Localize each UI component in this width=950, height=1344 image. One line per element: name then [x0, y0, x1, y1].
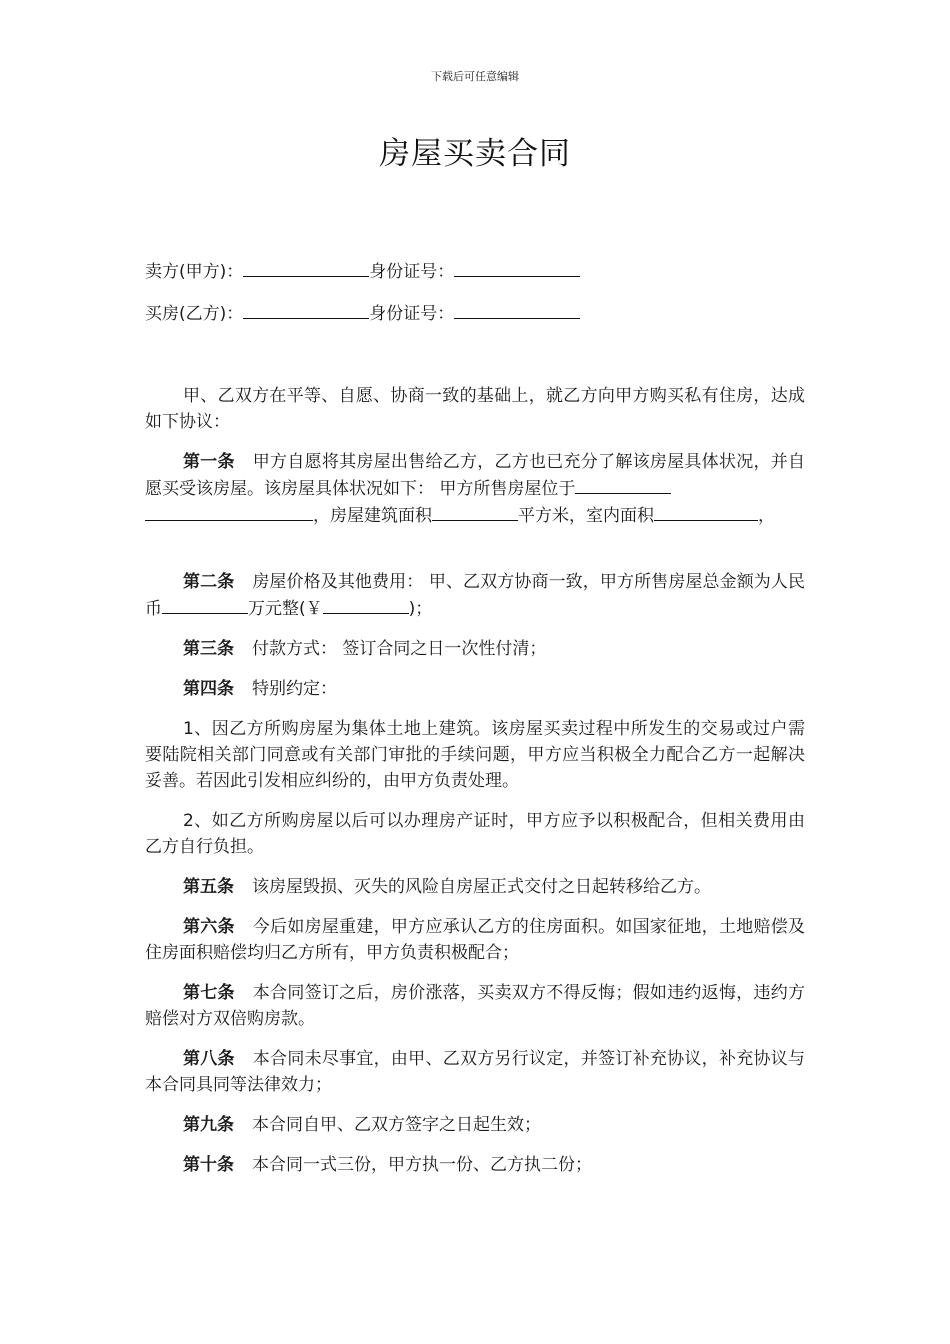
- article-4: [145, 676, 805, 702]
- article-5: [145, 874, 805, 900]
- article-1: [145, 449, 805, 529]
- article-2: [145, 569, 805, 622]
- article-4-clause-2: 2、如乙方所购房屋以后可以办理房产证时，甲方应予以积极配合，但相关费用由乙方自行负担。: [145, 811, 805, 857]
- seller-label: 卖方(甲方)：: [145, 262, 244, 282]
- article-10-label: 第十条: [183, 1155, 234, 1175]
- seller-row: [145, 258, 805, 284]
- article-10: [145, 1152, 805, 1178]
- article-2-label: 第二条: [183, 572, 235, 592]
- article-5-text: 该房屋毁损、灭失的风险自房屋正式交付之日起转移给乙方。: [252, 877, 711, 897]
- location-blank-2: [145, 502, 313, 521]
- article-4-clause-1: 1、因乙方所购房屋为集体土地上建筑。该房屋买卖过程中所发生的交易或过户需要陆院相关部门同意或有关部门审批的手续问题，甲方应当积极全力配合乙方一起解决妥善。若因此引发相应纠纷的，由甲方负责处理。: [145, 719, 805, 791]
- article-1-text-a: 甲方自愿将其房屋出售给乙方，乙方也已充分了解该房屋具体状况，并自愿买受该房屋。该房屋具体状况如下： 甲方所售房屋位于: [145, 452, 806, 499]
- article-8-label: 第八条: [183, 1049, 235, 1069]
- article-8-text: 本合同未尽事宜，由甲、乙双方另行议定，并签订补充协议，补充协议与本合同具同等法律效力；: [145, 1049, 806, 1095]
- article-4-text: 特别约定：: [252, 679, 337, 699]
- article-3-label: 第三条: [183, 639, 234, 659]
- article-6-text: 今后如房屋重建，甲方应承认乙方的住房面积。如国家征地，土地赔偿及住房面积赔偿均归乙方所有，甲方负责积极配合；: [145, 917, 806, 963]
- article-9-text: 本合同自甲、乙双方签字之日起生效；: [252, 1115, 541, 1135]
- article-1-label: 第一条: [183, 452, 235, 472]
- price-blank: [162, 595, 248, 614]
- seller-id-blank: [454, 258, 580, 277]
- article-6: [145, 914, 805, 966]
- article-6-label: 第六条: [183, 917, 235, 937]
- buyer-label: 买房(乙方)：: [145, 304, 244, 324]
- article-2-text-b: 万元整(￥: [248, 599, 323, 619]
- article-2-text-c: )；: [408, 599, 433, 619]
- article-9-label: 第九条: [183, 1115, 234, 1135]
- seller-id-label: 身份证号：: [369, 262, 455, 282]
- buyer-id-label: 身份证号：: [369, 304, 455, 324]
- seller-name-blank: [243, 258, 369, 277]
- article-8: [145, 1046, 805, 1098]
- article-1-text-c: 平方米，室内面积: [518, 506, 654, 526]
- article-2-text-a: 房屋价格及其他费用： 甲、乙双方协商一致，甲方所售房屋总金额为人民币: [145, 572, 806, 619]
- buyer-row: [145, 300, 805, 326]
- article-3-text: 付款方式： 签订合同之日一次性付清；: [252, 639, 547, 659]
- article-4-label: 第四条: [183, 679, 234, 699]
- document-title: 房屋买卖合同: [379, 136, 571, 172]
- price-figure-blank: [323, 595, 409, 614]
- article-1-text-b: ，房屋建筑面积: [313, 506, 432, 526]
- article-10-text: 本合同一式三份，甲方执一份、乙方执二份；: [252, 1155, 592, 1175]
- article-5-label: 第五条: [183, 877, 234, 897]
- article-9: [145, 1112, 805, 1138]
- article-7-text: 本合同签订之后，房价涨落，买卖双方不得反悔；假如违约返悔，违约方赔偿对方双倍购房款。: [145, 983, 806, 1029]
- area-blank: [432, 502, 518, 521]
- buyer-name-blank: [243, 300, 369, 319]
- article-3: [145, 636, 805, 662]
- article-7-label: 第七条: [183, 983, 235, 1003]
- location-blank-1: [575, 475, 671, 494]
- indoor-area-blank: [654, 502, 758, 521]
- article-1-text-d: ，: [758, 506, 775, 526]
- header-note: 下载后可任意编辑: [431, 70, 519, 83]
- article-7: [145, 980, 805, 1032]
- contract-body: [145, 258, 805, 1178]
- intro-paragraph: 甲、乙双方在平等、自愿、协商一致的基础上，就乙方向甲方购买私有住房，达成如下协议：: [145, 386, 805, 432]
- buyer-id-blank: [454, 300, 580, 319]
